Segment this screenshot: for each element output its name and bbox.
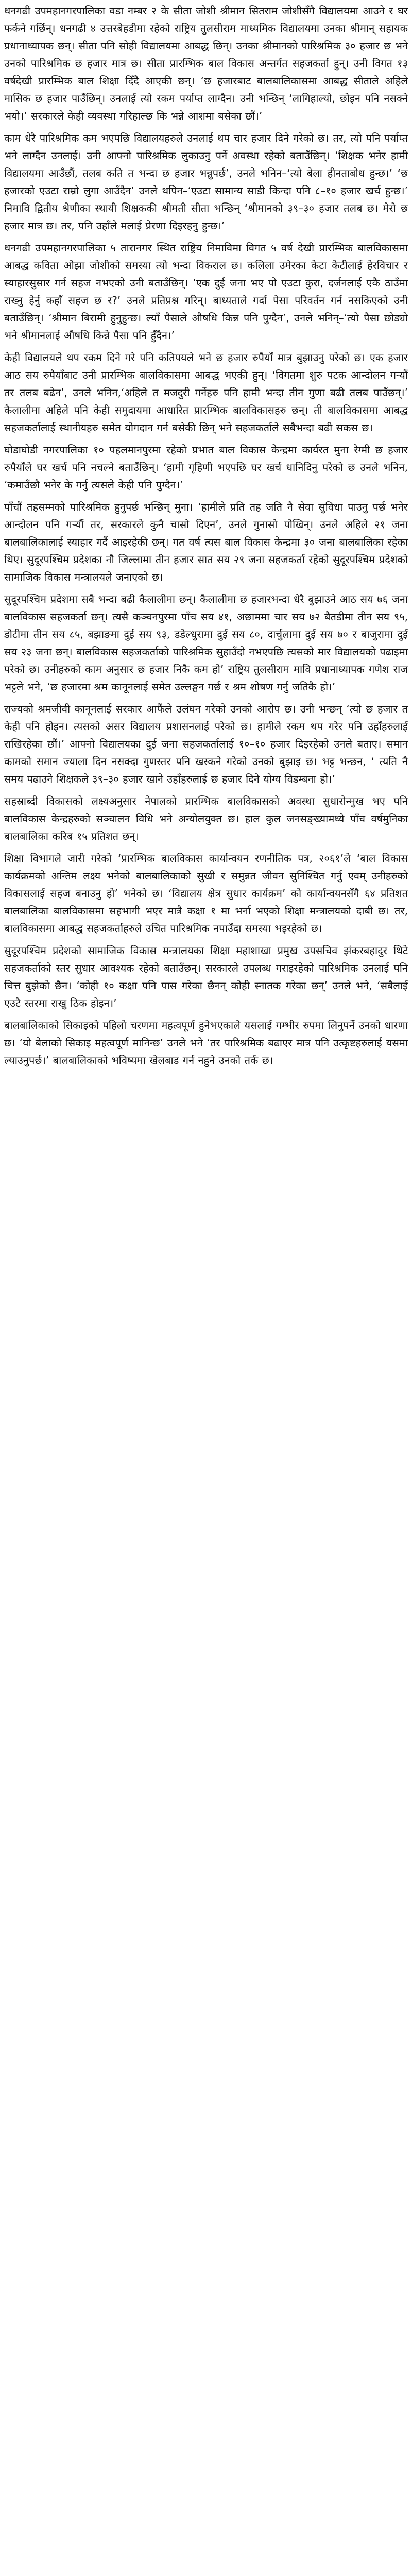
article-paragraph: सुदूरपश्चिम प्रदेशको सामाजिक विकास मन्त्रालयका शिक्षा महाशाखा प्रमुख उपसचिव झंकरबहादुर थिटे सहजकर्ताको स्तर सुधार आवश्यक रहेको बताउँछन्। सरकारले उपलब्ध गराइरहेको पारिश्रमिक उनलाई पनि चित्त बुझेको छैन। ‘कोही १० कक्षा पनि पास गरेका छैनन् कोही स्नातक गरेका छन्’ उनले भने, ‘सबैलाई एउटै स्तरमा राखु ठिक होइन।’ <box>4 944 408 1009</box>
article-paragraph: धनगढी उपमहानगरपालिका ५ तारानगर स्थित राष्ट्रिय निमाविमा विगत ५ वर्ष देखी प्रारम्भिक बालविकासमा आबद्ध कविता ओझा जोशीको समस्या त्यो भन्दा विकराल छ। कलिला उमेरका केटा केटीलाई हेरविचार र स्याहारसुसार गर्न सहज नभएको उनी बताउँछिन्। ‘एक दुई जना भए पो एउटा कुरा, दर्जनलाई एकै ठाउँमा राख्नु हेर्नु कहाँ सहज छ र?’ उनले प्रतिप्रश्न गरिन्। बाध्यताले गर्दा पेसा परिवर्तन गर्न नसकिएको उनी बताउँछिन्। ‘श्रीमान बिरामी हुनुहुन्छ। ल्याँ पैसाले औषधि किन्न पनि पुग्दैन’, उनले भनिन्–‘त्यो पैसा छोड्यो भने श्रीमानलाई औषधि किन्ने पैसा पनि हुँदैन।’ <box>4 242 408 342</box>
news-article-body <box>0 0 412 1069</box>
article-paragraph: शिक्षा विभागले जारी गरेको ‘प्रारम्भिक बालविकास कार्यान्वयन रणनीतिक पत्र, २०६१’ले ‘बाल विकास कार्यक्रमको अन्तिम लक्ष्य भनेको बालबालिकाको सुखी र समुन्नत जीवन सुनिश्चित गर्नु एवम् उनीहरुको विकासलाई सहज बनाउनु हो’ भनेको छ। ‘विद्यालय क्षेत्र सुधार कार्यक्रम’ को कार्यान्वयनसँगै ६४ प्रतिशत बालबालिका बालविकासमा सहभागी भएर मात्रै कक्षा १ मा भर्ना भएको शिक्षा मन्त्रालयको दाबी छ। तर, बालविकासमा आबद्ध सहजकर्ताहरुले उचित पारिश्रमिक नपाउँदा समस्या भइरहेको छ। <box>4 852 408 935</box>
article-paragraph: धनगढी उपमहानगरपालिका वडा नम्बर २ के सीता जोशी श्रीमान सितराम जोशीसँगै विद्यालयमा आउने र घर फर्कने गर्छिन्। धनगढी ४ उत्तरबेहडीमा रहेको राष्ट्रिय तुलसीराम माध्यमिक विद्यालयमा उनका श्रीमान् सहायक प्रधानाध्यापक छन्। सीता पनि सोही विद्यालयमा आबद्ध छिन्। उनका श्रीमानको पारिश्रमिक ३० हजार छ भने उनको पारिश्रमिक छ हजार मात्र छ। सीता प्रारम्भिक बाल विकास अन्तर्गत सहजकर्ता हुन्। उनी विगत १३ वर्षदेखी प्रारम्भिक बाल शिक्षा दिँदै आएकी छन्। ‘छ हजारबाट बालबालिकासमा आबद्ध सीताले अहिले मासिक छ हजार पाउँछिन्। उनलाई त्यो रकम पर्याप्त लाग्दैन। उनी भन्छिन् ‘लागिहाल्यो, छोइन पनि नसक्ने भयो।’ सरकारले केही व्यवस्था गरिहाल्छ कि भन्ने आशमा बसेका छौं।’ <box>4 5 408 122</box>
article-paragraph: सहस्राब्दी विकासको लक्ष्यअनुसार नेपालको प्रारम्भिक बालविकासको अवस्था सुधारोन्मुख भए पनि बालविकास केन्द्रहरुको सञ्चालन विधि भने अन्योलयुक्त छ। हाल कुल जनसङ्ख्यामध्ये पाँच वर्षमुनिका बालबालिका करिब १५ प्रतिशत छन्। <box>4 795 408 842</box>
article-paragraph: पाँचौं तहसम्मको पारिश्रमिक हुनुपर्छ भन्छिन् मुना। ‘हामीले प्रति तह जति नै सेवा सुविधा पाउनु पर्छ भनेर आन्दोलन पनि गर्‍यौं तर, सरकारले कुनै चासो दिएन’, उनले गुनासो पोखिन्। उनले अहिले २१ जना बालबालिकालाई स्याहार गर्दै आइरहेकी छन्। गत वर्ष त्यस बाल विकास केन्द्रमा ३० जना बालबालिका रहेका थिए। सुदूरपश्चिम प्रदेशका नौ जिल्लामा तीन हजार सात सय २९ जना सहजकर्ता रहेको सुदूरपश्चिम प्रदेशको सामाजिक विकास मन्त्रालयले जनाएको छ। <box>4 501 408 583</box>
article-paragraph: काम धेरै पारिश्रमिक कम भएपछि विद्यालयहरुले उनलाई थप चार हजार दिने गरेको छ। तर, त्यो पनि पर्याप्त भने लाग्दैन उनलाई। उनी आफ्नो पारिश्रमिक लुकाउनु पर्ने अवस्था रहेको बताउँछिन्। ‘शिक्षक भनेर हामी विद्यालयमा आउँछौं, तलब कति त भन्दा छ हजार भन्नुपर्छ’, उनले भनिन–‘त्यो बेला हीनताबोध हुन्छ।’ ‘छ हजारको एउटा राम्रो लुगा आउँदैन’ उनले थपिन–‘एउटा सामान्य साडी किन्दा पनि ८–१० हजार खर्च हुन्छ।’ निमावि द्वितीय श्रेणीका स्थायी शिक्षककी श्रीमती सीता भन्छिन् ‘श्रीमानको ३९–३० हजार तलब छ। मेरो छ हजार मात्र छ। तर, पनि उहाँले मलाई प्रेरणा दिइरहनु हुन्छ।’ <box>4 132 408 232</box>
article-paragraph: सुदूरपश्चिम प्रदेशमा सबै भन्दा बढी कैलालीमा छन्। कैलालीमा छ हजारभन्दा धेरै बुझाउने आठ सय ७६ जना बालविकास सहजकर्ता छन्। त्यसै कञ्चनपुरमा पाँच सय ४१, अछाममा चार सय ७२ बैतडीमा तीन सय ९५, डोटीमा तीन सय ८५, बझाङमा दुई सय ९३, डडेल्धुरामा दुई सय ८०, दार्चुलामा दुई सय ७० र बाजुरामा दुई सय २३ जना छन्। बालविकास सहजकर्ताको पारिश्रमिक सुहाउँदो नभएपछि त्यसको मार विद्यालयको पढाइमा परेको छ। उनीहरुको काम अनुसार छ हजार निकै कम हो’ राष्ट्रिय तुलसीराम मावि प्रधानाध्यापक गणेश राज भट्टले भने, ‘छ हजारमा श्रम कानूनलाई समेत उल्लङ्घन गर्छ र श्रम शोषण गर्नु जतिकै हो।’ <box>4 593 408 693</box>
article-paragraph: घोडाघोडी नगरपालिका १० पहलमानपुरमा रहेको प्रभात बाल विकास केन्द्रमा कार्यरत मुना रेग्मी छ हजार रुपैयाँले घर खर्च पनि नचल्ने बताउँछिन्। ‘हामी गृहिणी भएपछि घर खर्च धानिदिनु परेको छ उनले भनिन, ‘कमाउँछौ भनेर के गर्नु त्यसले केही पनि पुग्दैन।’ <box>4 444 408 491</box>
article-paragraph: बालबालिकाको सिकाइको पहिलो चरणमा महत्वपूर्ण हुनेभएकाले यसलाई गम्भीर रुपमा लिनुपर्ने उनको धारणा छ। ‘यो बेलाको सिकाइ महत्वपूर्ण मानिन्छ’ उनले भने ‘तर पारिश्रमिक बढाएर मात्र पनि उत्कृष्टहरुलाई यसमा ल्याउनुपर्छ।’ बालबालिकाको भविष्यमा खेलबाड गर्न नहुने उनको तर्क छ। <box>4 1019 408 1066</box>
article-paragraph: राज्यको श्रमजीवी कानूनलाई सरकार आफैंले उलंघन गरेको उनको आरोप छ। उनी भन्छन् ‘त्यो छ हजार त केही पनि होइन। त्यसको असर विद्यालय प्रशासनलाई परेको छ। हामीले रकम थप गरेर पनि उहाँहरुलाई राखिरहेका छौं।’ आफ्नो विद्यालयका दुई जना सहजकर्तालाई १०–१० हजार दिइरहेको उनले बताए। समान कामको समान ज्याला दिन नसक्दा गुणस्तर पनि खस्कने गरेको उनको बुझाइ छ। भट्ट भन्छन, ‘ त्यति नै समय पढाउने शिक्षकले ३९–३० हजार खाने उहाँहरुलाई छ हजार दिने योग्य विडम्बना हो।’ <box>4 703 408 785</box>
article-paragraph: केही विद्यालयले थप रकम दिने गरे पनि कतिपयले भने छ हजार रुपैयाँ मात्र बुझाउनु परेको छ। एक हजार आठ सय रुपैयाँबाट उनी प्रारम्भिक बालविकासमा आबद्ध भएकी हुन्। ‘विगतमा शुरु पटक आन्दोलन गर्‍यौं तर तलब बढेन’, उनले भनिन,‘अहिले त मजदुरी गर्नेहरु पनि हामी भन्दा तीन गुणा बढी तलब पाउँछन्।’ कैलालीमा अहिले पनि केही समुदायमा आधारित प्रारम्भिक बालविकासहरु छन्। ती बालविकासमा आबद्ध सहजकर्तालाई स्थानीयहरु समेत योगदान गर्न बसेकी छिन् भने सहजकर्ताले सबैभन्दा बढी सकस छ। <box>4 351 408 434</box>
